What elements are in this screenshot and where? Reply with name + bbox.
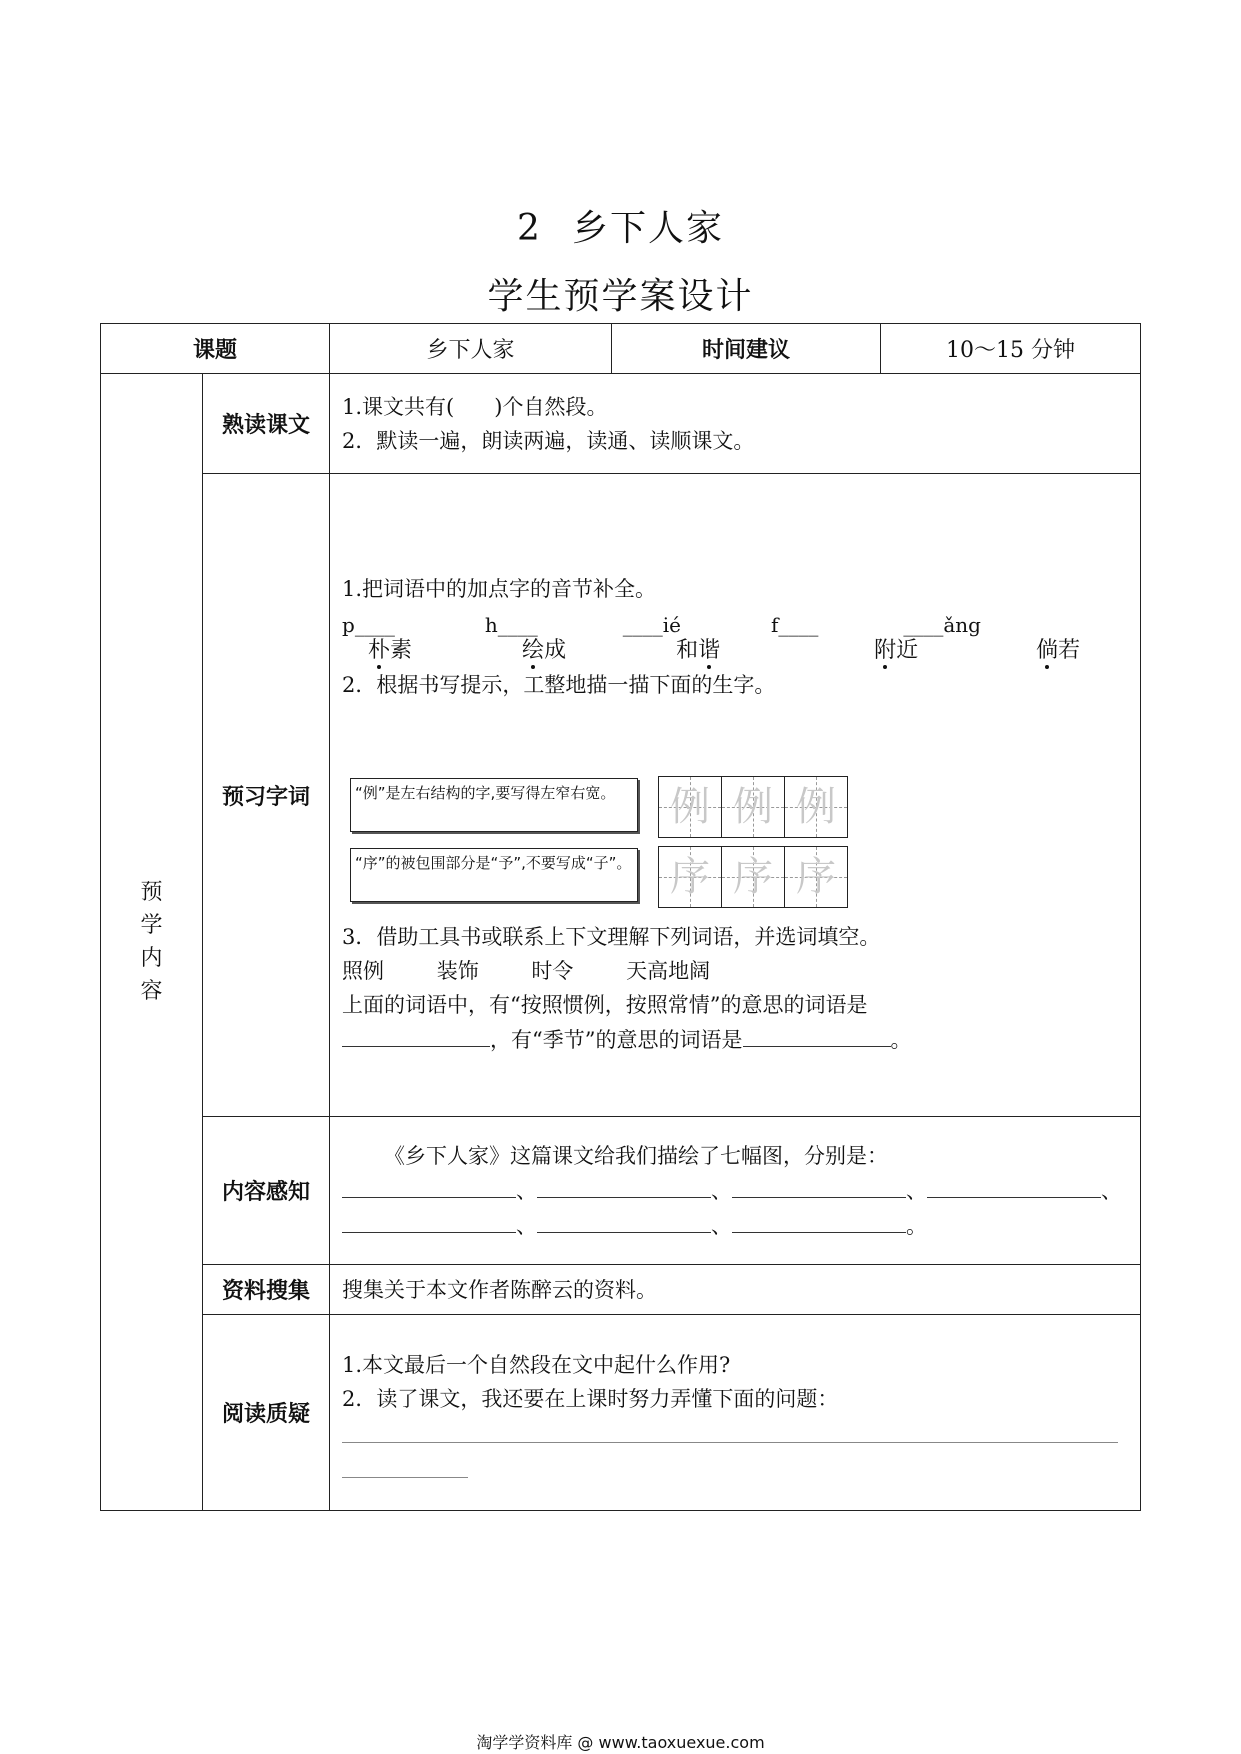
worksheet-table	[100, 323, 1141, 1511]
side-char: 容	[140, 979, 163, 1004]
word-4-dot: 附	[874, 638, 897, 663]
row-content	[101, 1117, 1141, 1265]
tracing-grid-li[interactable]	[658, 776, 848, 838]
word-3-pre: 和	[676, 638, 699, 663]
question-1: 1.本文最后一个自然段在文中起什么作用?	[342, 1352, 731, 1377]
words-q3-block	[342, 920, 1128, 1057]
words-q3: 3．借助工具书或联系上下文理解下列词语，并选词填空。	[342, 925, 881, 949]
content-blanks-1	[342, 1173, 1128, 1208]
words-content	[330, 474, 1141, 1117]
read-content	[330, 374, 1141, 474]
word-2	[522, 634, 566, 668]
hint-box-xu: “序”的被包围部分是“予”,不要写成“子”。	[350, 848, 638, 902]
words-q2: 2．根据书写提示，工整地描一描下面的生字。	[342, 673, 776, 697]
tracing-char: 例	[796, 784, 837, 830]
fill-line-2	[342, 1022, 1128, 1057]
word-5-post: 若	[1058, 638, 1081, 663]
lesson-title	[0, 200, 1241, 251]
word-4-post: 近	[896, 638, 919, 663]
fill-text-b: ，有“季节”的意思的词语是	[490, 1028, 743, 1052]
tracing-char: 例	[670, 784, 711, 830]
words-q1: 1.把词语中的加点字的音节补全。	[342, 577, 657, 601]
tracing-char: 序	[670, 854, 711, 900]
info-text: 搜集关于本文作者陈醉云的资料。	[330, 1265, 1141, 1315]
fill-text-c: 。	[890, 1028, 912, 1052]
tracing-cell[interactable]	[785, 847, 847, 907]
picture-blank[interactable]	[537, 1208, 711, 1233]
side-char: 内	[140, 946, 163, 971]
sep: 、	[516, 1213, 538, 1238]
word-1-dot: 朴	[368, 638, 391, 663]
label-question: 阅读质疑	[203, 1315, 330, 1511]
content-perception	[330, 1117, 1141, 1265]
label-words: 预习字词	[203, 474, 330, 1117]
pinyin-row	[342, 608, 1128, 637]
read-line-1b: )个自然段。	[494, 394, 608, 419]
choice-word: 时令	[531, 959, 574, 983]
read-line-1	[342, 390, 1128, 424]
fill-blank-1[interactable]	[342, 1022, 490, 1047]
word-1-post: 素	[390, 638, 413, 663]
fill-blank-2[interactable]	[743, 1022, 891, 1047]
tracing-grid-xu[interactable]	[658, 846, 848, 908]
picture-blank[interactable]	[342, 1208, 516, 1233]
row-read	[101, 374, 1141, 474]
choice-word: 照例	[342, 959, 385, 983]
topic-value: 乡下人家	[330, 324, 612, 374]
word-2-dot: 绘	[522, 638, 545, 663]
tracing-cell[interactable]	[722, 777, 785, 837]
label-info: 资料搜集	[203, 1265, 330, 1315]
picture-blank[interactable]	[732, 1173, 906, 1198]
content-text: 《乡下人家》这篇课文给我们描绘了七幅图，分别是：	[384, 1143, 889, 1168]
end-mark: 。	[906, 1213, 928, 1238]
word-5	[1036, 634, 1080, 668]
read-line-1a: 1.课文共有(	[342, 394, 455, 419]
picture-blank[interactable]	[342, 1173, 516, 1198]
row-words	[101, 474, 1141, 1117]
lesson-title-text: 乡下人家	[571, 208, 724, 249]
sep: 、	[1101, 1178, 1123, 1203]
pinyin-blank-2[interactable]: h____	[484, 613, 538, 637]
label-read: 熟读课文	[203, 374, 330, 474]
info-row	[101, 324, 1141, 374]
label-time: 时间建议	[612, 324, 881, 374]
pinyin-blank-4[interactable]: f____	[770, 613, 819, 637]
hint-box-li: “例”是左右结构的字,要写得左窄右宽。	[350, 778, 638, 832]
answer-line-1[interactable]	[342, 1416, 1118, 1443]
pinyin-blank-5[interactable]: ____ǎng	[903, 613, 981, 637]
question-2: 2．读了课文，我还要在上课时努力弄懂下面的问题：	[342, 1386, 839, 1411]
tracing-cell[interactable]	[659, 847, 722, 907]
choice-word: 装饰	[436, 959, 479, 983]
word-3-dot: 谐	[698, 638, 721, 663]
fill-line-1: 上面的词语中，有“按照惯例，按照常情”的意思的词语是	[342, 993, 868, 1017]
word-3	[676, 634, 720, 668]
read-line-2: 2．默读一遍，朗读两遍，读通、读顺课文。	[342, 428, 755, 453]
word-row	[342, 634, 1128, 668]
time-value: 10～15 分钟	[881, 324, 1141, 374]
page-subtitle: 学生预学案设计	[487, 276, 754, 317]
sep: 、	[711, 1213, 733, 1238]
sep: 、	[906, 1178, 928, 1203]
picture-blank[interactable]	[537, 1173, 711, 1198]
picture-blank[interactable]	[927, 1173, 1101, 1198]
side-char: 学	[140, 913, 163, 938]
pinyin-blank-1[interactable]: p____	[342, 613, 395, 637]
question-content	[330, 1315, 1141, 1511]
word-5-dot: 倘	[1036, 638, 1059, 663]
side-char: 预	[140, 880, 163, 905]
choice-word: 天高地阔	[626, 959, 711, 983]
word-2-post: 成	[544, 638, 567, 663]
side-label	[101, 374, 203, 1511]
pinyin-blank-3[interactable]: ____ié	[622, 613, 681, 637]
lesson-number: 2	[517, 208, 542, 249]
tracing-char: 例	[733, 784, 774, 830]
tracing-cell[interactable]	[722, 847, 785, 907]
row-info	[101, 1265, 1141, 1315]
tracing-char: 序	[733, 854, 774, 900]
footer-watermark: 淘学学资料库 @ www.taoxuexue.com	[476, 1733, 765, 1752]
picture-blank[interactable]	[732, 1208, 906, 1233]
sep: 、	[711, 1178, 733, 1203]
tracing-char: 序	[796, 854, 837, 900]
word-1	[368, 634, 412, 668]
row-question	[101, 1315, 1141, 1511]
content-blanks-2	[342, 1208, 1128, 1243]
sep: 、	[516, 1178, 538, 1203]
answer-line-2[interactable]	[342, 1443, 468, 1478]
tracing-cell[interactable]	[659, 777, 722, 837]
label-content: 内容感知	[203, 1117, 330, 1265]
tracing-cell[interactable]	[785, 777, 847, 837]
word-choices	[342, 954, 1128, 988]
label-topic: 课题	[101, 324, 330, 374]
word-4	[874, 634, 918, 668]
